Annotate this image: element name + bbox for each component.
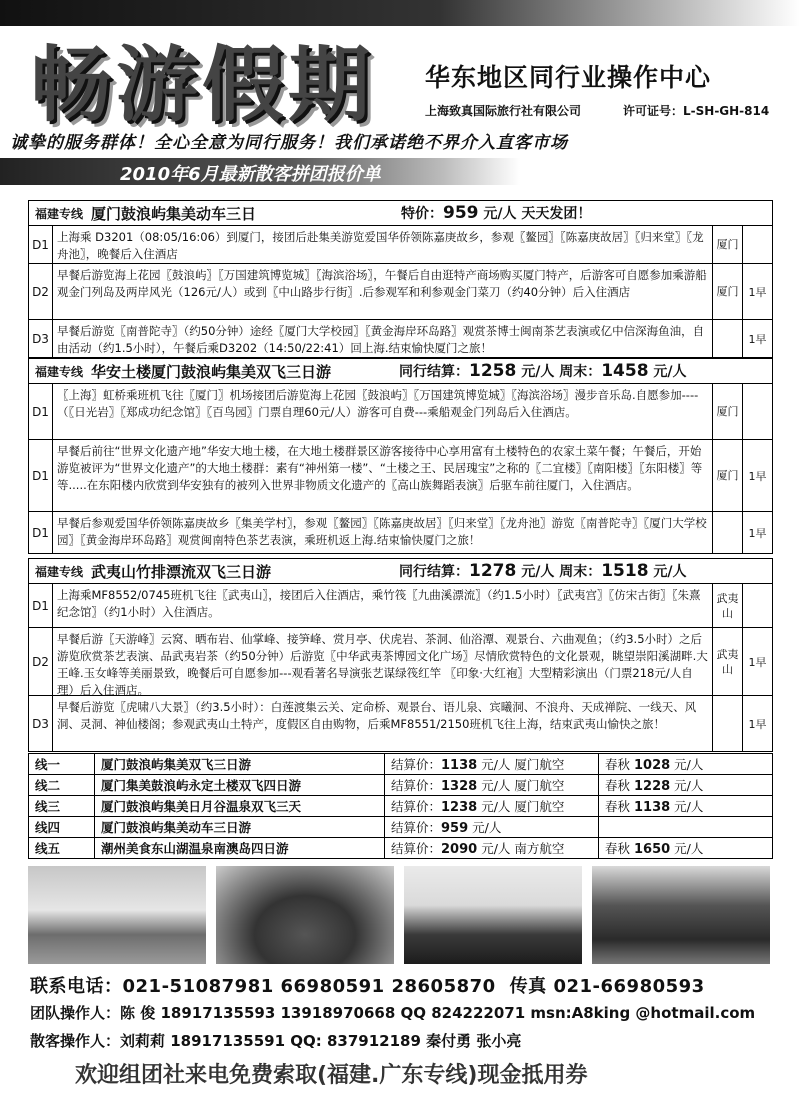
day-meal: [743, 584, 772, 627]
line-spring-price: 春秋 1138 元/人: [599, 796, 773, 817]
line-route: 厦门鼓浪屿集美动车三日游: [95, 817, 385, 838]
contact-phone: 联系电话：021-51087981 66980591 28605870 传真 021-66980593: [30, 976, 705, 997]
tour-header: [28, 558, 773, 584]
line-settle-price: 结算价：959 元/人: [385, 817, 599, 838]
day-label: D3: [29, 696, 53, 751]
itinerary-row: [28, 628, 773, 696]
line-settle-price: 结算价：1138 元/人 厦门航空: [385, 754, 599, 775]
day-description: 早餐后游览〖南普陀寺〗（约50分钟）途经〖厦门大学校园〗〖黄金海岸环岛路〗观赏茶博士闽南茶艺表演或亿中信深海鱼油，自由活动（约1.5小时），午餐后乘D3202（14:50/22:41）回上海.结束愉快厦门之旅！: [53, 320, 713, 357]
day-label: D1: [29, 440, 53, 511]
line-spring-price: 春秋 1028 元/人: [599, 754, 773, 775]
line-route: 厦门鼓浪屿集美双飞三日游: [95, 754, 385, 775]
day-city: [713, 512, 743, 553]
day-label: D1: [29, 584, 53, 627]
day-meal: 1早: [748, 717, 767, 731]
itinerary-row: [28, 320, 773, 358]
tour-price: 同行结算：1278 元/人 周末：1518 元/人: [399, 561, 687, 581]
line-spring-price: 春秋 1650 元/人: [599, 838, 773, 859]
day-description: 早餐后游〖天游峰〗云窝、晒布岩、仙掌峰、接笋峰、赏月亭、伏虎岩、茶洞、仙浴潭、观景台、六曲观鱼；（约3.5小时）之后游览欣赏茶艺表演、品武夷岩茶（约50分钟）后游览〖中华武夷茶博园文化广场〗尽情欣赏特色的文化景观，眺望崇阳溪湖畔.大王峰.玉女峰等美丽景致，晚餐后可自愿参加---观看著名导演张艺谋绿筏红竿 〖印象·大红袍〗大型精彩演出（门票218元/人自理）后入住酒店。: [53, 628, 713, 695]
line-route: 厦门集美鼓浪屿永定土楼双飞四日游: [95, 775, 385, 796]
day-city: 厦门: [713, 264, 743, 319]
table-row: [29, 754, 773, 775]
footer-banner: 欢迎组团社来电免费索取(福建.广东专线)现金抵用券: [75, 1063, 588, 1088]
day-description: 早餐后游览〖虎啸八大景〗（约3.5小时）：白莲渡集云关、定命桥、观景台、语儿泉、宾曦洞、不浪舟、天成禅院、一线天、风洞、灵洞、神仙楼阁；参观武夷山土特产，度假区自由购物，后乘MF8551/2150班机飞往上海，结束武夷山愉快之旅！: [53, 696, 713, 751]
tour-tag: 福建专线: [35, 364, 84, 379]
line-settle-price: 结算价：2090 元/人 南方航空: [385, 838, 599, 859]
tour-header: [28, 358, 773, 384]
line-label: 线一: [29, 754, 95, 775]
line-settle-price: 结算价：1328 元/人 厦门航空: [385, 775, 599, 796]
day-label: D1: [29, 512, 53, 553]
itinerary-row: [28, 440, 773, 512]
tour-tag: 福建专线: [35, 564, 84, 579]
itinerary-row: [28, 264, 773, 320]
day-meal: 1早: [748, 469, 767, 483]
slogan: 诚挚的服务群体！全心全意为同行服务！我们承诺绝不界介入直客市场: [10, 133, 568, 153]
subtitle: 2010年6月最新散客拼团报价单: [120, 164, 381, 185]
tour-price: 同行结算：1258 元/人 周末：1458 元/人: [399, 361, 687, 381]
license-number: 许可证号：L-SH-GH-814: [623, 104, 770, 118]
day-label: D1: [29, 226, 53, 263]
itinerary-row: [28, 696, 773, 752]
day-meal: 1早: [748, 526, 767, 540]
tour-name: 厦门鼓浪屿集美动车三日: [91, 204, 257, 223]
tour-name: 武夷山竹排漂流双飞三日游: [91, 562, 272, 581]
line-spring-price: [599, 817, 773, 838]
company-name: 上海致真国际旅行社有限公司: [425, 104, 582, 118]
day-city: 厦门: [713, 226, 743, 263]
day-city: 武夷山: [713, 628, 743, 695]
line-label: 线二: [29, 775, 95, 796]
day-description: 早餐后游览海上花园〖鼓浪屿〗〖万国建筑博览城〗〖海滨浴场〗，午餐后自由逛特产商场购买厦门特产，后游客可自愿参加乘游船观金门列岛及两岸风光（126元/人）或到〖中山路步行街〗.后参观军和利参观金门菜刀（约40分钟）后入住酒店: [53, 264, 713, 319]
line-spring-price: 春秋 1228 元/人: [599, 775, 773, 796]
contact-fit: 散客操作人：刘莉莉 18917135591 QQ: 837912189 秦付勇 张小亮: [30, 1032, 522, 1050]
day-meal: [743, 226, 772, 263]
day-description: 早餐后参观爱国华侨领陈嘉庚故乡〖集美学村〗，参观〖鳌园〗〖陈嘉庚故居〗〖归来堂〗〖龙舟池〗游览〖南普陀寺〗〖厦门大学校园〗〖黄金海岸环岛路〗观赏闽南特色茶艺表演，乘班机返上海.结束愉快厦门之旅！: [53, 512, 713, 553]
itinerary-row: [28, 584, 773, 628]
day-label: D3: [29, 320, 53, 357]
line-route: 厦门鼓浪屿集美日月谷温泉双飞三天: [95, 796, 385, 817]
line-label: 线四: [29, 817, 95, 838]
day-meal: 1早: [748, 655, 767, 669]
day-description: 早餐后前往“世界文化遗产地”华安大地土楼，在大地土楼群景区游客接待中心享用富有土楼特色的农家土菜午餐；午餐后，开始游览被评为“世界文化遗产”的大地土楼群：素有“神州第一楼”、“土楼之王、民居瑰宝”之称的〖二宜楼〗〖南阳楼〗〖东阳楼〗等等.....在东阳楼内欣赏到华安独有的被列入世界非物质文化遗产的〖高山族舞蹈表演〗后驱车前往厦门，入住酒店。: [53, 440, 713, 511]
day-city: 厦门: [713, 384, 743, 439]
day-label: D2: [29, 628, 53, 695]
logo: 畅游假期: [30, 38, 375, 133]
photo-mountain-river: [592, 866, 770, 964]
day-description: 〖上海〗虹桥乘班机飞往〖厦门〗机场接团后游览海上花园〖鼓浪屿〗〖万国建筑博览城〗〖海滨浴场〗漫步音乐岛.自愿参加----（〖日光岩〗〖郑成功纪念馆〗〖百鸟园〗门票自理60元/人）游客可自费---乘船观金门列岛后入住酒店。: [53, 384, 713, 439]
day-description: 上海乘MF8552/0745班机飞往〖武夷山〗，接团后入住酒店，乘竹筏〖九曲溪漂流〗（约1.5小时）〖武夷宫〗〖仿宋古街〗〖朱熹纪念馆〗（约1小时）入住酒店。: [53, 584, 713, 627]
itinerary-row: [28, 384, 773, 440]
tour-header: [28, 200, 773, 226]
day-label: D2: [29, 264, 53, 319]
table-row: [29, 775, 773, 796]
photo-city-skyline: [28, 866, 206, 964]
contact-team: 团队操作人：陈 俊 18917135593 13918970668 QQ 824222071 msn:A8king @hotmail.com: [30, 1004, 756, 1022]
photo-statue-island: [404, 866, 582, 964]
tour-name: 华安土楼厦门鼓浪屿集美双飞三日游: [91, 362, 332, 381]
day-city: [713, 696, 743, 751]
line-label: 线五: [29, 838, 95, 859]
itinerary-row: [28, 226, 773, 264]
day-meal: 1早: [748, 285, 767, 299]
day-city: [713, 320, 743, 357]
day-meal: [743, 384, 772, 439]
route-lines-table: [28, 753, 773, 859]
line-route: 潮州美食东山湖温泉南澳岛四日游: [95, 838, 385, 859]
table-row: [29, 796, 773, 817]
line-settle-price: 结算价：1238 元/人 厦门航空: [385, 796, 599, 817]
photo-tulou: [216, 866, 394, 964]
day-label: D1: [29, 384, 53, 439]
tour-price: 特价：959 元/人 天天发团！: [401, 203, 592, 223]
day-description: 上海乘 D3201（08:05/16:06）到厦门，接团后赴集美游览爱国华侨领陈嘉庚故乡，参观〖鳌园〗〖陈嘉庚故居〗〖归来堂〗〖龙舟池〗，晚餐后入住酒店: [53, 226, 713, 263]
line-label: 线三: [29, 796, 95, 817]
day-meal: 1早: [748, 332, 767, 346]
center-title: 华东地区同行业操作中心: [425, 63, 712, 92]
day-city: 武夷山: [713, 584, 743, 627]
itinerary-row: [28, 512, 773, 554]
table-row: [29, 838, 773, 859]
table-row: [29, 817, 773, 838]
tour-tag: 福建专线: [35, 206, 84, 221]
day-city: 厦门: [713, 440, 743, 511]
